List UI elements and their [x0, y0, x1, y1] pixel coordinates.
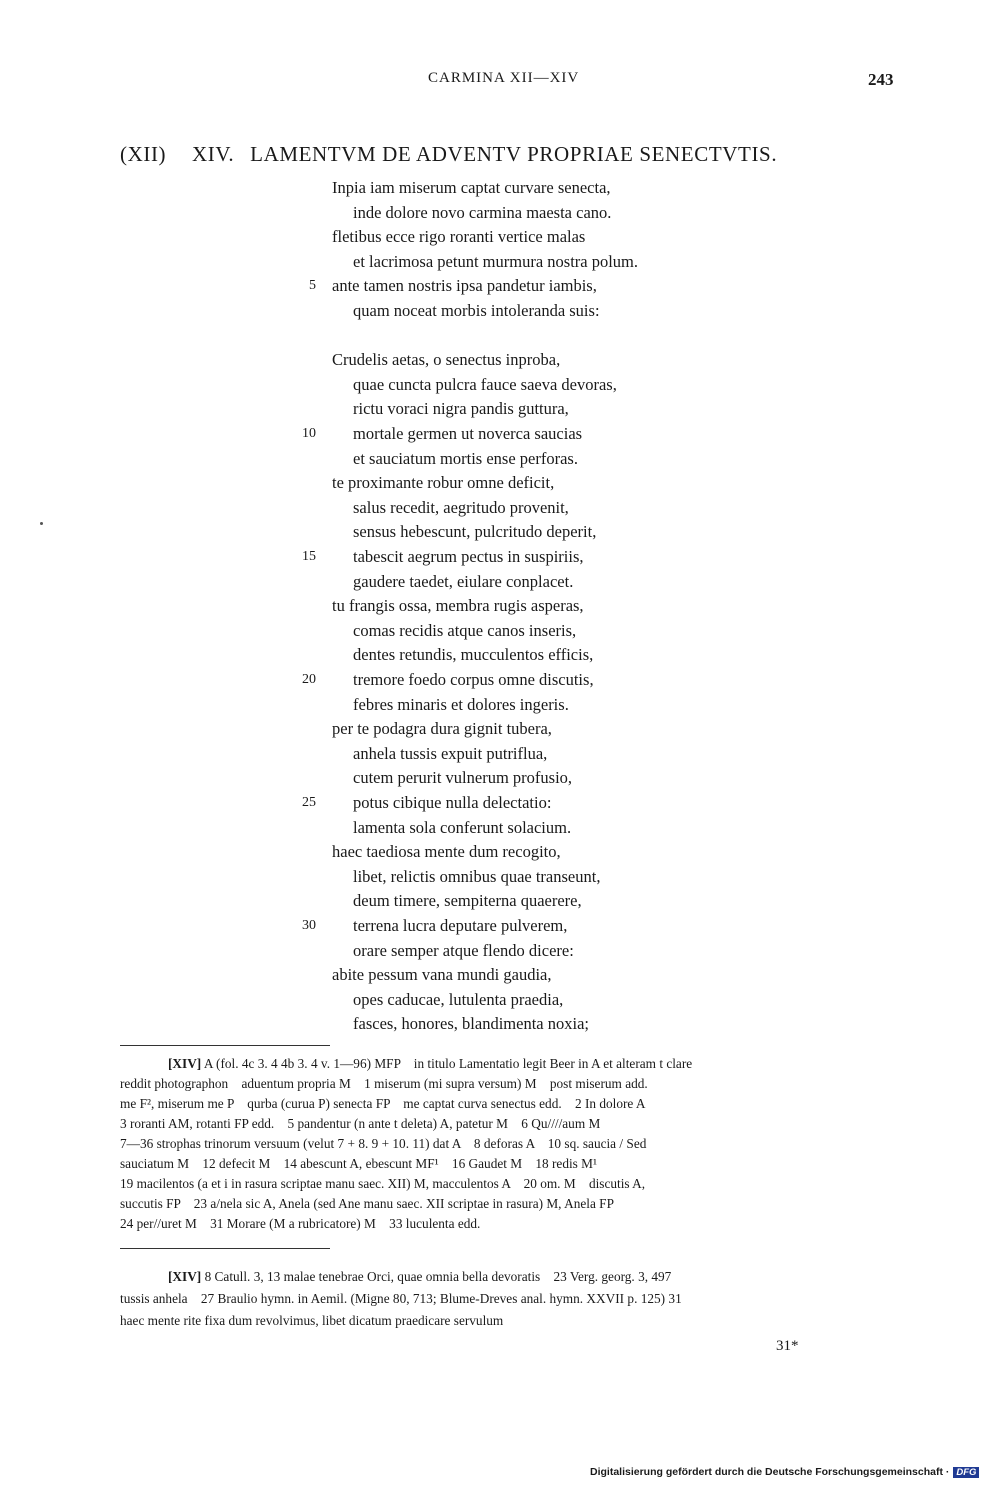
verse-text: terrena lucra deputare pulverem, [353, 916, 568, 935]
verse-text: orare semper atque flendo dicere: [353, 940, 574, 960]
poem-line [0, 350, 1000, 374]
poem-line [0, 252, 1000, 276]
verse-text: ante tamen nostris ipsa pandetur iambis, [332, 276, 597, 296]
dfg-logo: DFG [953, 1467, 979, 1478]
sources-line [120, 1266, 904, 1288]
title-number: (XII) [120, 142, 167, 166]
poem-line [0, 941, 1000, 965]
apparatus-rule [120, 1045, 330, 1046]
poem-line [0, 891, 1000, 915]
apparatus-text: 3 roranti AM, rotanti FP edd. 5 pandentur (n ante t deleta) A, patetur M 6 Qu////aum M [120, 1116, 601, 1131]
poem-line [0, 276, 1000, 300]
verse-text: rictu voraci nigra pandis guttura, [353, 399, 569, 419]
line-number: 20 [302, 672, 316, 687]
apparatus-text: me F², miserum me P qurba (curua P) senecta FP me captat curva senectus edd. 2 In dolore A [120, 1096, 646, 1111]
poem-line [0, 990, 1000, 1014]
verse-text: Inpia iam miserum captat curvare senecta, [332, 178, 611, 197]
verse-text: Crudelis aetas, o senectus inproba, [332, 350, 561, 370]
verse-text: febres minaris et dolores ingeris. [353, 694, 569, 714]
verse-text: dentes retundis, mucculentos efficis, [353, 645, 594, 665]
verse-text: te proximante robur omne deficit, [332, 473, 555, 493]
poem-line [0, 498, 1000, 522]
verse-text: et sauciatum mortis ense perforas. [353, 448, 578, 468]
apparatus-line [120, 1074, 904, 1094]
poem-line [0, 473, 1000, 497]
line-number: 15 [302, 549, 316, 564]
sources-note [120, 1266, 904, 1332]
apparatus-text: A (fol. 4c 3. 4 4b 3. 4 v. 1—96) MFP in titulo Lamentatio legit Beer in A et alteram t clare [203, 1056, 693, 1071]
verse-text: anhela tussis expuit putriflua, [353, 743, 548, 763]
verse-text: deum timere, sempiterna quaerere, [353, 891, 582, 911]
sources-rule [120, 1248, 330, 1249]
line-number: 5 [309, 278, 316, 294]
poem-line [0, 449, 1000, 473]
poem-line [0, 793, 1000, 817]
sources-text: 8 Catull. 3, 13 malae tenebrae Orci, quae omnia bella devoratis 23 Verg. georg. 3, 497 [204, 1269, 672, 1284]
critical-apparatus [120, 1054, 904, 1234]
verse-text: haec taediosa mente dum recogito, [332, 842, 561, 862]
apparatus-line [120, 1114, 904, 1134]
poem-line [0, 203, 1000, 227]
poem-title [120, 142, 777, 167]
verse-text: mortale germen ut noverca saucias [353, 424, 583, 443]
page-number: 243 [868, 70, 894, 89]
verse-text: et lacrimosa petunt murmura nostra polum. [353, 251, 639, 271]
line-number: 30 [302, 918, 316, 933]
verse-text: gaudere taedet, eiulare conplacet. [353, 571, 574, 591]
sources-line [120, 1288, 904, 1310]
poem-line [0, 547, 1000, 571]
verse-text: salus recedit, aegritudo provenit, [353, 497, 569, 517]
poem-line [0, 1014, 1000, 1038]
sources-text: tussis anhela 27 Braulio hymn. in Aemil. (Migne 80, 713; Blume-Dreves anal. hymn. XXVII p. 125) 31 [120, 1291, 682, 1306]
apparatus-text: succutis FP 23 a/nela sic A, Anela (sed Ane manu saec. XII scriptae in rasura) M, Anela FP [120, 1196, 614, 1211]
apparatus-line [120, 1174, 904, 1194]
verse-text: potus cibique nulla delectatio: [353, 793, 552, 812]
title-text: LAMENTVM DE ADVENTV PROPRIAE SENECTVTIS. [250, 142, 778, 166]
apparatus-line [120, 1194, 904, 1214]
poem-line [0, 818, 1000, 842]
apparatus-line [120, 1134, 904, 1154]
verse-text: tabescit aegrum pectus in suspiriis, [353, 547, 584, 566]
verse-text: comas recidis atque canos inseris, [353, 620, 577, 640]
apparatus-text: 7—36 strophas trinorum versuum (velut 7 + 8. 9 + 10. 11) dat A 8 deforas A 10 sq. saucia / Sed [120, 1136, 647, 1151]
signature-mark: 31* [776, 1338, 799, 1354]
poem-line [0, 596, 1000, 620]
verse-text: per te podagra dura gignit tubera, [332, 719, 552, 739]
apparatus-label: [XIV] [168, 1056, 202, 1071]
poem-line [0, 424, 1000, 448]
apparatus-text: sauciatum M 12 defecit M 14 abescunt A, ebescunt MF¹ 16 Gaudet M 18 redis M¹ [120, 1156, 597, 1171]
verse-text: cutem perurit vulnerum profusio, [353, 768, 573, 788]
verse-text: opes caducae, lutulenta praedia, [353, 989, 564, 1009]
title-roman: XIV. [192, 142, 235, 166]
poem-line [0, 572, 1000, 596]
poem-line [0, 965, 1000, 989]
verse-text: tu frangis ossa, membra rugis asperas, [332, 596, 584, 616]
apparatus-text: 24 per//uret M 31 Morare (M a rubricatore) M 33 luculenta edd. [120, 1216, 481, 1231]
line-number: 10 [302, 426, 316, 441]
verse-text: inde dolore novo carmina maesta cano. [353, 202, 612, 222]
poem-line [0, 621, 1000, 645]
footer-credit [590, 1466, 979, 1478]
verse-text: tremore foedo corpus omne discutis, [353, 670, 594, 689]
poem-line [0, 867, 1000, 891]
poem-line [0, 768, 1000, 792]
poem-line [0, 695, 1000, 719]
poem-line [0, 399, 1000, 423]
verse-text: fasces, honores, blandimenta noxia; [353, 1014, 589, 1034]
footer-text: Digitalisierung gefördert durch die Deutsche Forschungsgemeinschaft · [590, 1466, 950, 1478]
sources-label: [XIV] [168, 1269, 202, 1284]
line-number: 25 [302, 795, 316, 810]
poem-line [0, 375, 1000, 399]
apparatus-line [120, 1094, 904, 1114]
verse-text: quae cuncta pulcra fauce saeva devoras, [353, 374, 617, 394]
apparatus-text: 19 macilentos (a et i in rasura scriptae manu saec. XII) M, macculentos A 20 om. M discutis A, [120, 1176, 646, 1191]
scan-speck [40, 522, 43, 525]
poem-line [0, 842, 1000, 866]
verse-text: abite pessum vana mundi gaudia, [332, 965, 552, 985]
verse-text: fletibus ecce rigo roranti vertice malas [332, 227, 586, 247]
verse-text: lamenta sola conferunt solacium. [353, 817, 572, 837]
poem-line [0, 645, 1000, 669]
verse-text: quam noceat morbis intoleranda suis: [353, 301, 600, 320]
apparatus-line [120, 1054, 904, 1074]
sources-text: haec mente rite fixa dum revolvimus, libet dicatum praedicare servulum [120, 1313, 504, 1328]
poem-line [0, 522, 1000, 546]
apparatus-line [120, 1154, 904, 1174]
poem-line [0, 178, 1000, 202]
poem-line [0, 227, 1000, 251]
poem-line [0, 301, 1000, 325]
apparatus-line [120, 1214, 904, 1234]
sources-line [120, 1310, 904, 1332]
verse-text: sensus hebescunt, pulcritudo deperit, [353, 522, 597, 542]
poem-line [0, 719, 1000, 743]
poem-line [0, 744, 1000, 768]
poem-line [0, 670, 1000, 694]
verse-text: libet, relictis omnibus quae transeunt, [353, 866, 601, 886]
poem-line [0, 916, 1000, 940]
apparatus-text: reddit photographon aduentum propria M 1 miserum (mi supra versum) M post miserum add. [120, 1076, 648, 1091]
running-head: CARMINA XII—XIV [428, 70, 580, 86]
